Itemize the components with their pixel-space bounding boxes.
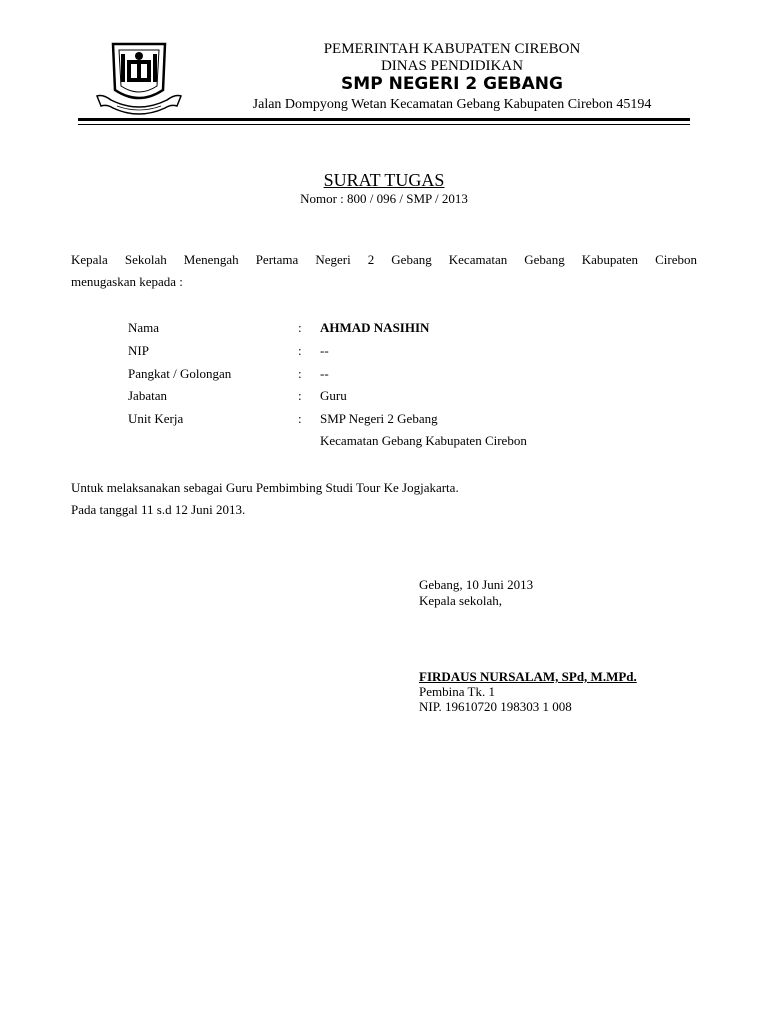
letterhead-divider-thin	[78, 124, 690, 125]
purpose-line-1: Untuk melaksanakan sebagai Guru Pembimbing Studi Tour Ke Jogjakarta.	[71, 480, 459, 495]
letterhead-address: Jalan Dompyong Wetan Kecamatan Gebang Kabupaten Cirebon 45194	[252, 97, 652, 112]
signature-rank: Pembina Tk. 1	[419, 684, 495, 699]
signature-name: FIRDAUS NURSALAM, SPd, M.MPd.	[419, 669, 637, 684]
letter-title: SURAT TUGAS	[323, 170, 445, 190]
field-label-pangkat: Pangkat / Golongan	[128, 366, 232, 381]
field-value-jabatan: Guru	[320, 388, 347, 403]
field-label-nama: Nama	[128, 320, 160, 335]
field-sep-nip: :	[298, 343, 302, 358]
signature-place-date: Gebang, 10 Juni 2013	[419, 577, 534, 592]
field-value-unit-kerja: SMP Negeri 2 Gebang	[320, 411, 438, 426]
field-value-nip: --	[320, 343, 329, 358]
field-sep-unit-kerja: :	[298, 411, 302, 426]
letterhead-school-name: SMP NEGERI 2 GEBANG	[341, 74, 563, 94]
letterhead-divider-thick	[78, 118, 690, 121]
field-value-nama: AHMAD NASIHIN	[320, 320, 430, 335]
field-label-jabatan: Jabatan	[128, 388, 167, 403]
field-label-unit-kerja: Unit Kerja	[128, 411, 184, 426]
field-label-nip: NIP	[128, 343, 149, 358]
intro-line-1: Kepala Sekolah Menengah Pertama Negeri 2 Gebang Kecamatan Gebang Kabupaten Cirebon	[71, 252, 697, 267]
signature-position: Kepala sekolah,	[419, 593, 503, 608]
field-sep-jabatan: :	[298, 388, 302, 403]
field-sep-pangkat: :	[298, 366, 302, 381]
letterhead-department: DINAS PENDIDIKAN	[380, 58, 524, 74]
signature-nip: NIP. 19610720 198303 1 008	[419, 699, 572, 714]
field-sep-nama: :	[298, 320, 302, 335]
intro-line-2: menugaskan kepada :	[71, 274, 183, 289]
purpose-line-2: Pada tanggal 11 s.d 12 Juni 2013.	[71, 502, 246, 517]
field-value-pangkat: --	[320, 366, 329, 381]
letter-number: Nomor : 800 / 096 / SMP / 2013	[300, 191, 468, 206]
field-value-unit-kerja-line-2: Kecamatan Gebang Kabupaten Cirebon	[320, 433, 527, 448]
letterhead-government: PEMERINTAH KABUPATEN CIREBON	[323, 41, 581, 57]
